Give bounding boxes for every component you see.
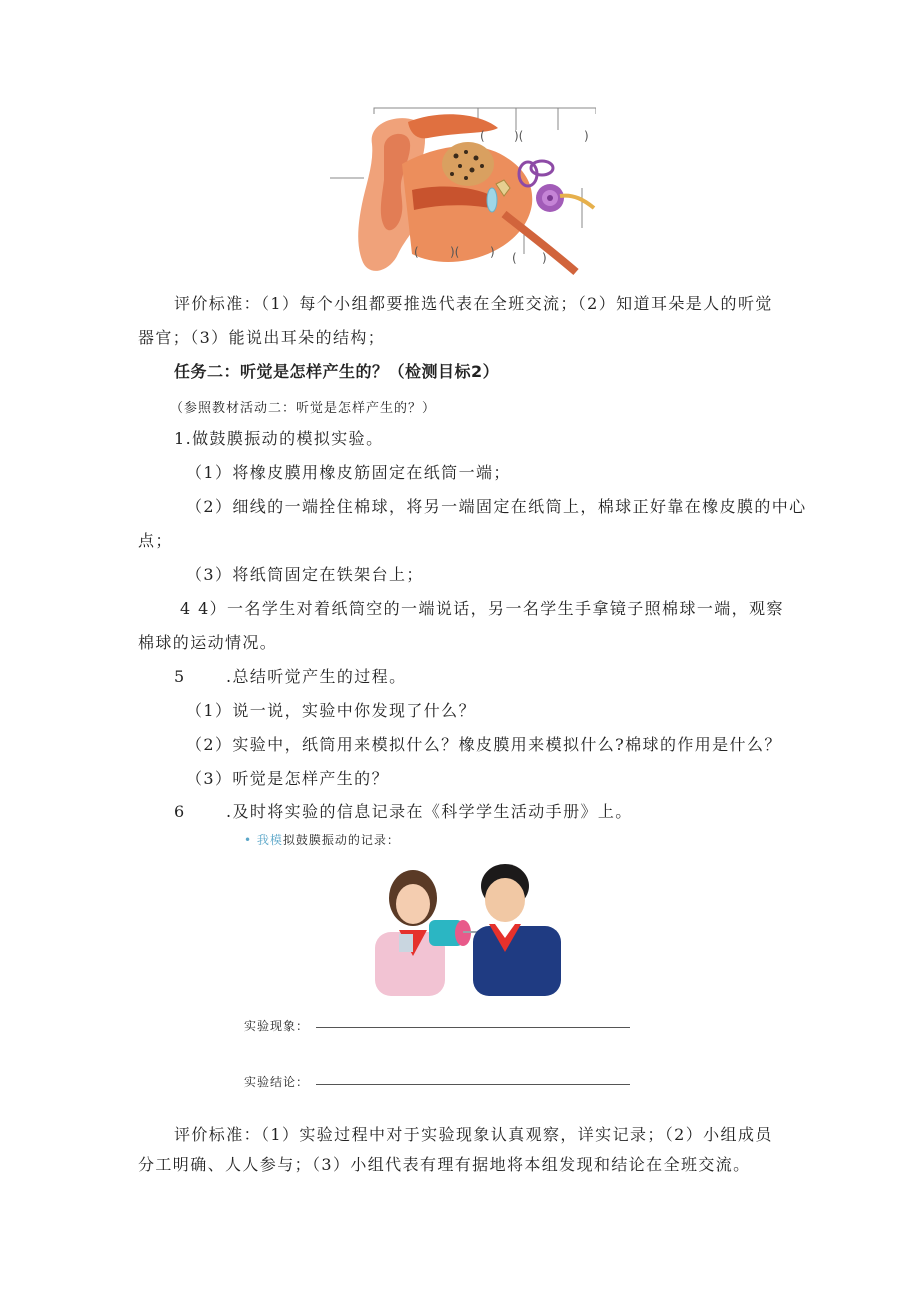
task2-item-5-number: 5	[174, 667, 186, 686]
task2-item-5-text: .总结听觉产生的过程。	[226, 667, 407, 686]
ear-diagram-icon	[328, 104, 596, 282]
caption-bullet: •	[244, 833, 253, 847]
record-caption	[244, 829, 400, 851]
task2-item-1: 1.做鼓膜振动的模拟实验。	[174, 429, 384, 448]
task2-question-2: （2）实验中，纸筒用来模拟什么？橡皮膜用来模拟什么?棉球的作用是什么？	[186, 735, 782, 754]
svg-text:): )	[490, 245, 495, 259]
caption-accent-text: 我模	[256, 833, 283, 847]
task2-step-4-line-2: 棉球的运动情况。	[138, 633, 278, 652]
svg-text:): )	[584, 129, 589, 143]
svg-text:): )	[542, 251, 547, 265]
eval-standard-2-line-2: 分工明确、人人参与；（3）小组代表有理有据地将本组发现和结论在全班交流。	[138, 1155, 751, 1174]
task2-question-1: （1）说一说，实验中你发现了什么？	[186, 701, 476, 720]
experiment-photo	[355, 856, 563, 996]
task2-heading: 任务二：听觉是怎样产生的？（检测目标2）	[174, 362, 500, 381]
task2-question-3: （3）听觉是怎样产生的？	[186, 769, 389, 788]
task2-step-1: （1）将橡皮膜用橡皮筋固定在纸筒一端；	[186, 463, 511, 482]
task2-step-2-line-2: 点；	[138, 531, 173, 550]
eval-standard-1-line-2: 器官；（3）能说出耳朵的结构；	[138, 328, 386, 347]
caption-rest-text: 拟鼓膜振动的记录：	[282, 833, 400, 847]
ear-anatomy-figure	[328, 104, 596, 282]
task2-step-4-line-1: 4 4）一名学生对着纸筒空的一端说话，另一名学生手拿镜子照棉球一端，观察	[180, 599, 784, 618]
task2-step-2-line-1: （2）细线的一端拴住棉球，将另一端固定在纸筒上，棉球正好靠在橡皮膜的中心	[186, 497, 807, 516]
eval-standard-2-line-1: 评价标准：（1）实验过程中对于实验现象认真观察，详实记录；（2）小组成员	[174, 1125, 773, 1144]
svg-text:)(: )(	[450, 245, 460, 259]
eval-standard-1-line-1: 评价标准：（1）每个小组都要推选代表在全班交流；（2）知道耳朵是人的听觉	[174, 294, 773, 313]
svg-text:(: (	[414, 245, 419, 259]
task2-step-3: （3）将纸筒固定在铁架台上；	[186, 565, 424, 584]
phenomenon-input-line[interactable]	[316, 1027, 630, 1028]
svg-text:(: (	[512, 251, 517, 265]
task2-item-6-text: .及时将实验的信息记录在《科学学生活动手册》上。	[226, 802, 633, 821]
task2-item-6-number: 6	[174, 802, 186, 821]
conclusion-input-line[interactable]	[316, 1084, 630, 1085]
task2-reference: （参照教材活动二：听觉是怎样产生的？）	[170, 401, 437, 416]
svg-text:(: (	[480, 129, 485, 143]
svg-text:)(: )(	[514, 129, 524, 143]
conclusion-label: 实验结论：	[244, 1075, 310, 1089]
phenomenon-label: 实验现象：	[244, 1019, 310, 1033]
students-experiment-icon	[355, 856, 563, 996]
